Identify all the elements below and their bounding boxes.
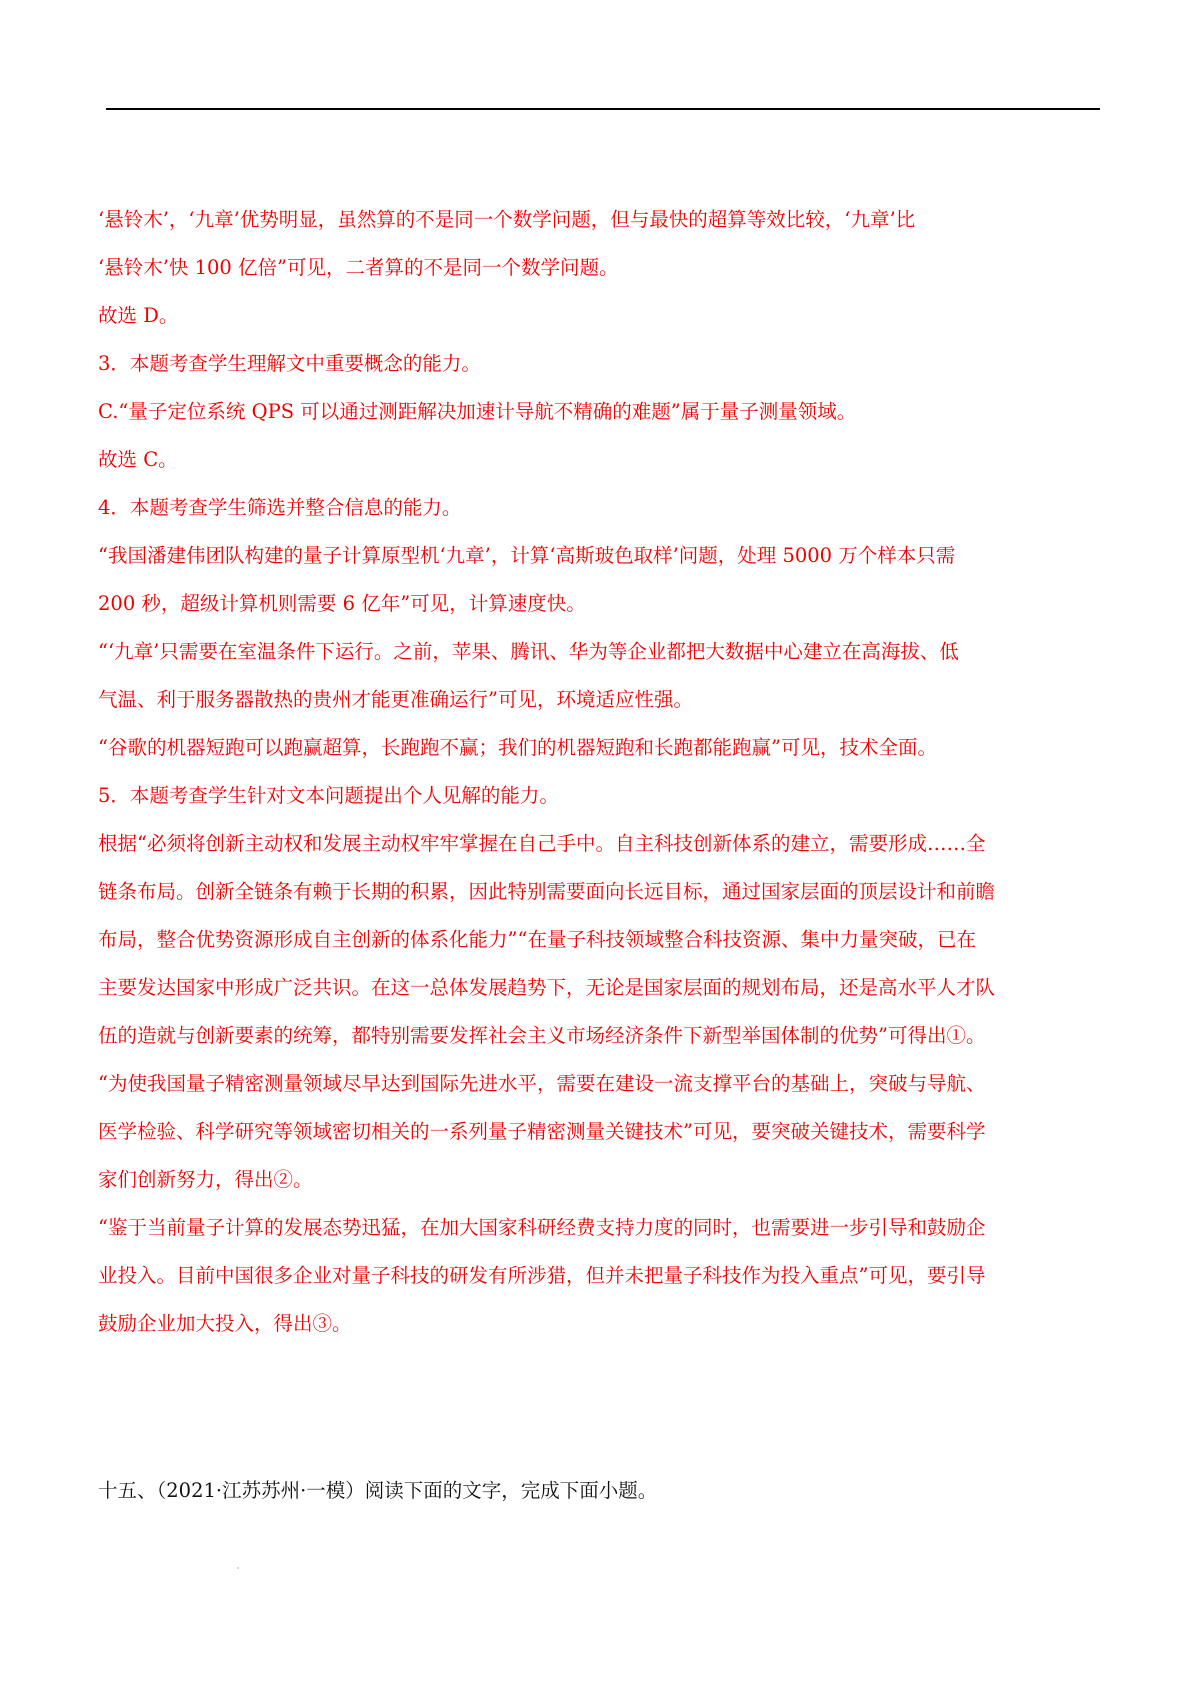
answer-line: 主要发达国家中形成广泛共识。在这一总体发展趋势下，无论是国家层面的规划布局，还是高水平人才队 (98, 976, 996, 999)
answer-line: 伍的造就与创新要素的统筹，都特别需要发挥社会主义市场经济条件下新型举国体制的优势”可得出①。 (98, 1024, 986, 1047)
answer-line: “谷歌的机器短跑可以跑赢超算，长跑跑不赢；我们的机器短跑和长跑都能跑赢”可见，技术全面。 (98, 736, 937, 759)
answer-line: 故选 C。 (98, 448, 178, 471)
answer-line: ‘悬铃木’快 100 亿倍”可见，二者算的不是同一个数学问题。 (98, 256, 619, 279)
next-question-heading: 十五、（2021·江苏苏州·一模）阅读下面的文字，完成下面小题。 (98, 1479, 658, 1502)
answer-line: 故选 D。 (98, 304, 179, 327)
answer-line: ‘悬铃木’，‘九章’优势明显，虽然算的不是同一个数学问题，但与最快的超算等效比较，‘九章’比 (98, 208, 916, 231)
answer-line: 鼓励企业加大投入，得出③。 (98, 1312, 352, 1335)
answer-line: 链条布局。创新全链条有赖于长期的积累，因此特别需要面向长远目标，通过国家层面的顶层设计和前瞻 (98, 880, 996, 903)
stray-dot (237, 1567, 239, 1569)
answer-line: “‘九章’只需要在室温条件下运行。之前，苹果、腾讯、华为等企业都把大数据中心建立在高海拔、低 (98, 640, 959, 663)
answer-line: 气温、利于服务器散热的贵州才能更准确运行”可见，环境适应性强。 (98, 688, 693, 711)
answer-line: 200 秒，超级计算机则需要 6 亿年”可见，计算速度快。 (98, 592, 586, 615)
answer-line: “为使我国量子精密测量领域尽早达到国际先进水平，需要在建设一流支撑平台的基础上，突破与导航、 (98, 1072, 986, 1095)
answer-explanation (98, 196, 1098, 1348)
answer-line: 根据“必须将创新主动权和发展主动权牢牢掌握在自己手中。自主科技创新体系的建立，需要形成……全 (98, 832, 986, 855)
answer-line: 3．本题考查学生理解文中重要概念的能力。 (98, 352, 481, 375)
answer-line: “鉴于当前量子计算的发展态势迅猛，在加大国家科研经费支持力度的同时，也需要进一步引导和鼓励企 (98, 1216, 986, 1239)
header-rule (106, 108, 1100, 110)
answer-line: 布局，整合优势资源形成自主创新的体系化能力”“在量子科技领域整合科技资源、集中力量突破，已在 (98, 928, 976, 951)
answer-line: 医学检验、科学研究等领域密切相关的一系列量子精密测量关键技术”可见，要突破关键技术，需要科学 (98, 1120, 986, 1143)
answer-line: “我国潘建伟团队构建的量子计算原型机‘九章’，计算‘高斯玻色取样’问题，处理 5000 万个样本只需 (98, 544, 956, 567)
answer-line: 家们创新努力，得出②。 (98, 1168, 313, 1191)
answer-line: 业投入。目前中国很多企业对量子科技的研发有所涉猎，但并未把量子科技作为投入重点”可见，要引导 (98, 1264, 986, 1287)
answer-line: 4．本题考查学生筛选并整合信息的能力。 (98, 496, 462, 519)
answer-line: 5．本题考查学生针对文本问题提出个人见解的能力。 (98, 784, 559, 807)
answer-line: C.“量子定位系统 QPS 可以通过测距解决加速计导航不精确的难题”属于量子测量领域。 (98, 400, 857, 423)
